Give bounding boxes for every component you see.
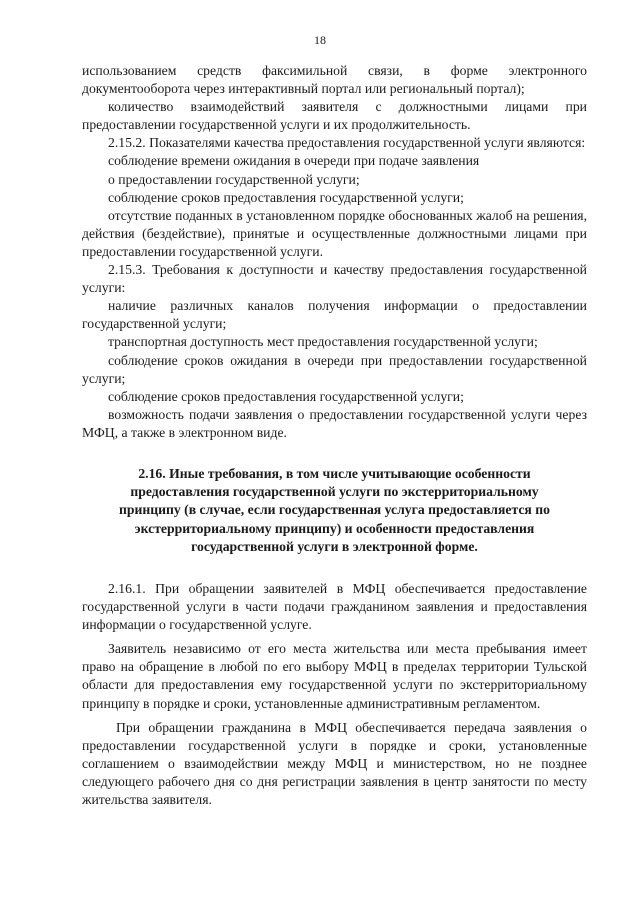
paragraph: соблюдение времени ожидания в очереди при подаче заявления	[108, 153, 480, 169]
paragraph: 2.15.2. Показателями качества предоставления государственной услуги являются:	[108, 135, 586, 151]
paragraph: о предоставлении государственной услуги;	[108, 171, 360, 187]
paragraph: отсутствие поданных в установленном порядке обоснованных жалоб на решения, действия (бездействие), принятые и осуществленные должностными лицами при предоставлении государственной услуги.	[82, 207, 587, 259]
section-2-15-continued	[82, 62, 587, 442]
paragraph: транспортная доступность мест предоставления государственной услуги;	[108, 334, 538, 350]
heading-line: экстерриториальному принципу) и особенности предоставления	[134, 520, 535, 536]
heading-line: предоставления государственной услуги по экстерриториальному	[130, 484, 539, 500]
paragraph: При обращении гражданина в МФЦ обеспечивается передача заявления о предоставлении государственной услуги в порядке и сроки, установленные соглашением о взаимодействии между МФЦ и министерством, но не позднее следующего рабочего дня со дня регистрации заявления в центр занятости по месту жительства заявителя.	[82, 719, 587, 808]
paragraph: соблюдение сроков предоставления государственной услуги;	[108, 388, 464, 404]
paragraph: использованием средств факсимильной связи, в форме электронного документооборота через интерактивный портал или региональный портал);	[82, 63, 587, 97]
page-content	[82, 62, 587, 809]
paragraph: 2.16.1. При обращении заявителей в МФЦ обеспечивается предоставление государственной услуги в части подачи гражданином заявления и предоставления информации о государственной услуге.	[82, 580, 587, 633]
section-heading-2-16	[82, 465, 587, 556]
heading-line: принципу (в случае, если государственная услуга предоставляется по	[118, 502, 550, 518]
section-2-16-body	[82, 580, 587, 809]
paragraph: соблюдение сроков ожидания в очереди при предоставлении государственной услуги;	[82, 352, 587, 386]
page-number: 18	[314, 33, 326, 47]
paragraph: наличие различных каналов получения информации о предоставлении государственной услуги;	[82, 298, 587, 332]
heading-line: 2.16. Иные требования, в том числе учитывающие особенности	[138, 465, 531, 481]
paragraph: Заявитель независимо от его места жительства или места пребывания имеет право на обращение в любой по его выбору МФЦ в пределах территории Тульской области для предоставления ему государственной услуги по экстерриториальному принципу в порядке и сроки, установленные административным регламентом.	[82, 641, 587, 711]
paragraph: соблюдение сроков предоставления государственной услуги;	[108, 189, 464, 205]
paragraph: количество взаимодействий заявителя с должностными лицами при предоставлении государственной услуги и их продолжительность.	[82, 99, 587, 133]
heading-line: государственной услуги в электронной форме.	[191, 538, 478, 554]
paragraph: возможность подачи заявления о предоставлении государственной услуги через МФЦ, а также в электронном виде.	[82, 406, 587, 440]
paragraph: 2.15.3. Требования к доступности и качеству предоставления государственной услуги:	[82, 262, 587, 296]
